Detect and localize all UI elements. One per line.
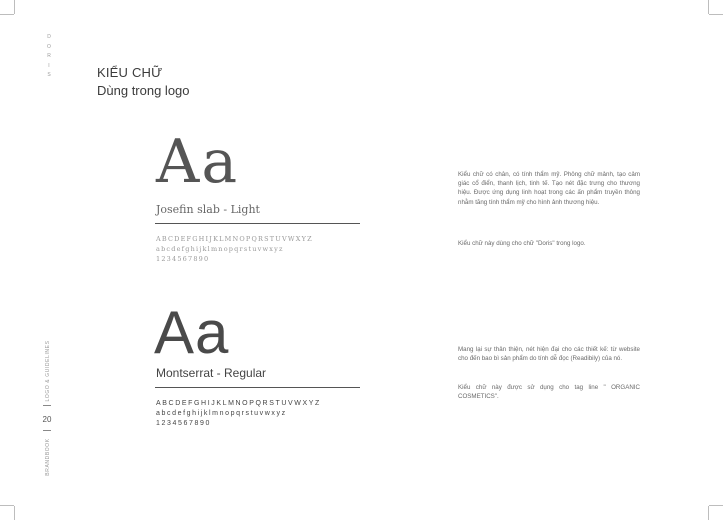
crop-mark bbox=[0, 505, 14, 506]
lowercase-slab: abcdefghijklmnopqrstuvwxyz bbox=[156, 245, 284, 253]
brand-letter: S bbox=[47, 72, 51, 78]
crop-mark bbox=[14, 506, 15, 520]
font-sample-slab: Aa bbox=[156, 127, 240, 197]
page-number: 20 bbox=[42, 415, 52, 424]
brand-letter: O bbox=[47, 43, 51, 50]
page-subtitle: Dùng trong logo bbox=[97, 83, 190, 98]
divider bbox=[155, 387, 360, 388]
font-name-sans: Montserrat - Regular bbox=[156, 366, 267, 380]
font-name-slab: Josefin slab - Light bbox=[156, 203, 260, 216]
page-title: KIỂU CHỮ bbox=[97, 65, 163, 80]
usage-slab: Kiểu chữ này dùng cho chữ "Doris" trong logo. bbox=[458, 240, 586, 247]
brand-vertical-letters bbox=[45, 33, 53, 81]
brand-letter: I bbox=[48, 62, 50, 69]
description-sans: Mang lại sự thân thiện, nét hiện đại cho các thiết kế: từ website cho đến bao bì sản phẩm do tính dễ đọc (Readibily) của nó. bbox=[458, 346, 640, 363]
digits-slab: 1234567890 bbox=[156, 255, 210, 263]
book-label-text: BRANDBOOK bbox=[45, 438, 51, 476]
brand-letter: R bbox=[47, 53, 51, 59]
font-sample-sans: Aa bbox=[154, 299, 230, 366]
usage-sans: Kiểu chữ này được sử dụng cho tag line " ORGANIC COSMETICS". bbox=[458, 384, 640, 401]
uppercase-sans: ABCDEFGHIJKLMNOPQRSTUVWXYZ bbox=[156, 400, 321, 407]
brand-letter: D bbox=[47, 34, 51, 40]
divider bbox=[43, 405, 51, 406]
divider bbox=[155, 223, 360, 224]
crop-mark bbox=[709, 14, 723, 15]
uppercase-slab: ABCDEFGHIJKLMNOPQRSTUVWXYZ bbox=[156, 235, 313, 243]
digits-sans: 1234567890 bbox=[156, 420, 211, 427]
crop-mark bbox=[0, 14, 14, 15]
section-label-text: LOGO & GUIDELINES bbox=[45, 340, 51, 402]
crop-mark bbox=[708, 506, 709, 520]
description-slab: Kiểu chữ có chân, có tính thẩm mỹ. Phông chữ mảnh, tạo cảm giác cổ điển, thanh lịch, tinh tế. Tạo nét đặc trưng cho thương hiệu. Được ứng dụng linh hoạt trong các ấn phẩm truyền thông nhằm tăng tính thẩm mỹ cho hình ảnh thương hiệu. bbox=[458, 171, 640, 206]
lowercase-sans: abcdefghijklmnopqrstuvwxyz bbox=[156, 410, 287, 417]
crop-mark bbox=[708, 0, 709, 14]
crop-mark bbox=[14, 0, 15, 14]
crop-mark bbox=[709, 505, 723, 506]
